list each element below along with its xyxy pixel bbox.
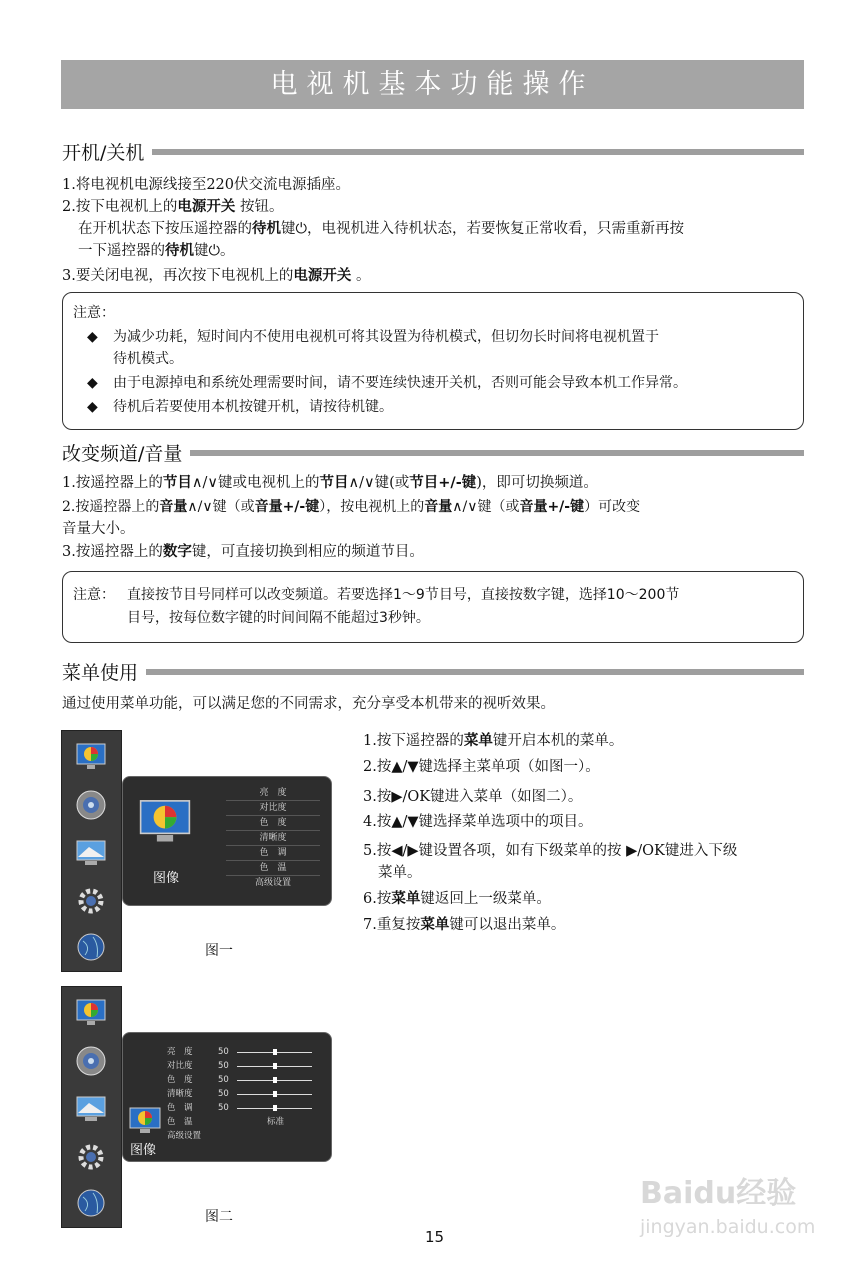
setting-label: 色 度 xyxy=(167,1075,193,1085)
setting-value: 50 xyxy=(218,1103,229,1113)
bullet-icon: ◆ xyxy=(87,375,98,391)
picture-icon xyxy=(129,1107,161,1135)
setting-row[interactable] xyxy=(167,1087,327,1101)
channel-line-2: 2.按遥控器上的音量∧/∨键（或音量+/-键），按电视机上的音量∧/∨键（或音量+/-键）可改变 xyxy=(62,499,641,515)
step-5b: 菜单。 xyxy=(378,865,422,881)
setting-value: 标准 xyxy=(267,1117,285,1127)
setting-row[interactable] xyxy=(167,1059,327,1073)
setting-row[interactable] xyxy=(167,1045,327,1059)
step-2: 2.按▲/▼键选择主菜单项（如图一）。 xyxy=(363,759,600,775)
power-line-1: 1.将电视机电源线接至220伏交流电源插座。 xyxy=(62,177,351,193)
menu-item-contrast[interactable]: 对比度 xyxy=(226,801,320,816)
setting-value: 50 xyxy=(218,1047,229,1057)
note-title: 注意： xyxy=(73,305,115,321)
channel-icon xyxy=(75,837,107,869)
bullet-icon: ◆ xyxy=(87,329,98,345)
note-item-3: 待机后若要使用本机按键开机，请按待机键。 xyxy=(113,399,393,415)
section-menu-header xyxy=(62,656,804,686)
step-7: 7.重复按菜单键可以退出菜单。 xyxy=(363,917,566,933)
setting-label: 对比度 xyxy=(167,1061,193,1071)
section-power-header xyxy=(62,136,804,166)
slider-knob[interactable] xyxy=(273,1049,277,1055)
bullet-icon: ◆ xyxy=(87,399,98,415)
picture-menu-panel xyxy=(122,776,332,906)
channel-line-1: 1.按遥控器上的节目∧/∨键或电视机上的节目∧/∨键(或节目+/-键)，即可切换频道。 xyxy=(62,475,598,491)
figure-1-caption: 图一 xyxy=(205,943,233,959)
section-title: 开机/关机 xyxy=(62,141,145,164)
setting-label: 高级设置 xyxy=(167,1131,202,1141)
slider-knob[interactable] xyxy=(273,1105,277,1111)
setting-label: 色 调 xyxy=(167,1103,193,1113)
picture-icon xyxy=(139,799,191,845)
watermark-logo: Baidu经验 xyxy=(640,1176,797,1211)
slider-knob[interactable] xyxy=(273,1063,277,1069)
note-item-1a: 为减少功耗，短时间内不使用电视机可将其设置为待机模式，但切勿长时间将电视机置于 xyxy=(113,329,659,345)
slider-knob[interactable] xyxy=(273,1077,277,1083)
channel-note-box xyxy=(62,571,804,643)
main-menu-sidebar xyxy=(61,986,122,1228)
picture-settings-panel xyxy=(122,1032,332,1162)
setting-row-advanced[interactable] xyxy=(167,1129,327,1143)
main-menu-sidebar xyxy=(61,730,122,972)
note-label: 注意： xyxy=(73,587,115,603)
power-line-5: 3.要关闭电视，再次按下电视机上的电源开关 。 xyxy=(62,268,371,284)
watermark-url: jingyan.baidu.com xyxy=(640,1216,816,1238)
setting-value: 50 xyxy=(218,1075,229,1085)
setting-value: 50 xyxy=(218,1061,229,1071)
menu-intro: 通过使用菜单功能，可以满足您的不同需求，充分享受本机带来的视听效果。 xyxy=(62,696,555,712)
sound-icon xyxy=(75,1045,107,1077)
power-line-3: 在开机状态下按压遥控器的待机键⏻，电视机进入待机状态，若要恢复正常收看，只需重新再按 xyxy=(78,221,684,237)
sound-icon xyxy=(75,789,107,821)
step-3: 3.按▶/OK键进入菜单（如图二）。 xyxy=(363,789,583,805)
page-number: 15 xyxy=(425,1228,445,1246)
panel-label: 图像 xyxy=(153,871,180,886)
menu-item-color-temp[interactable]: 色 温 xyxy=(226,861,320,876)
menu-item-sharpness[interactable]: 清晰度 xyxy=(226,831,320,846)
section-channel-header xyxy=(62,437,804,467)
note-text-a: 直接按节目号同样可以改变频道。若要选择1～9节目号，直接按数字键，选择10～200节 xyxy=(127,587,680,603)
setting-row-color-temp[interactable] xyxy=(167,1115,327,1129)
globe-icon xyxy=(75,1187,107,1219)
globe-icon xyxy=(75,931,107,963)
settings-gear-icon xyxy=(75,1141,107,1173)
section-title: 菜单使用 xyxy=(62,661,139,684)
picture-icon xyxy=(75,741,107,773)
channel-icon xyxy=(75,1093,107,1125)
setting-label: 清晰度 xyxy=(167,1089,193,1099)
power-line-4: 一下遥控器的待机键⏻。 xyxy=(78,243,235,259)
setting-row[interactable] xyxy=(167,1073,327,1087)
setting-value: 50 xyxy=(218,1089,229,1099)
setting-row[interactable] xyxy=(167,1101,327,1115)
setting-label: 亮 度 xyxy=(167,1047,193,1057)
step-6: 6.按菜单键返回上一级菜单。 xyxy=(363,891,551,907)
note-item-1b: 待机模式。 xyxy=(113,351,183,367)
figure-2-caption: 图二 xyxy=(205,1209,233,1225)
slider-knob[interactable] xyxy=(273,1091,277,1097)
settings-gear-icon xyxy=(75,885,107,917)
note-text-b: 目号，按每位数字键的时间间隔不能超过3秒钟。 xyxy=(127,610,430,626)
panel-label: 图像 xyxy=(130,1143,157,1158)
power-note-box xyxy=(62,292,804,430)
step-5a: 5.按◀/▶键设置各项，如有下级菜单的按 ▶/OK键进入下级 xyxy=(363,843,738,859)
setting-label: 色 温 xyxy=(167,1117,193,1127)
channel-line-3: 音量大小。 xyxy=(62,521,135,537)
picture-icon xyxy=(75,997,107,1029)
page-title: 电视机基本功能操作 xyxy=(61,60,804,109)
menu-item-brightness[interactable]: 亮 度 xyxy=(226,786,320,801)
picture-menu-list xyxy=(226,786,320,890)
power-line-2: 2.按下电视机上的电源开关 按钮。 xyxy=(62,199,284,215)
channel-line-4: 3.按遥控器上的数字键，可直接切换到相应的频道节目。 xyxy=(62,544,424,560)
divider xyxy=(146,669,804,675)
menu-item-advanced[interactable]: 高级设置 xyxy=(254,878,291,888)
divider xyxy=(190,450,804,456)
step-1: 1.按下遥控器的菜单键开启本机的菜单。 xyxy=(363,733,624,749)
section-title: 改变频道/音量 xyxy=(62,442,183,465)
step-4: 4.按▲/▼键选择菜单选项中的项目。 xyxy=(363,814,593,830)
divider xyxy=(152,149,804,155)
note-item-2: 由于电源掉电和系统处理需要时间，请不要连续快速开关机，否则可能会导致本机工作异常。 xyxy=(113,375,687,391)
menu-item-color[interactable]: 色 度 xyxy=(226,816,320,831)
menu-item-tint[interactable]: 色 调 xyxy=(226,846,320,861)
